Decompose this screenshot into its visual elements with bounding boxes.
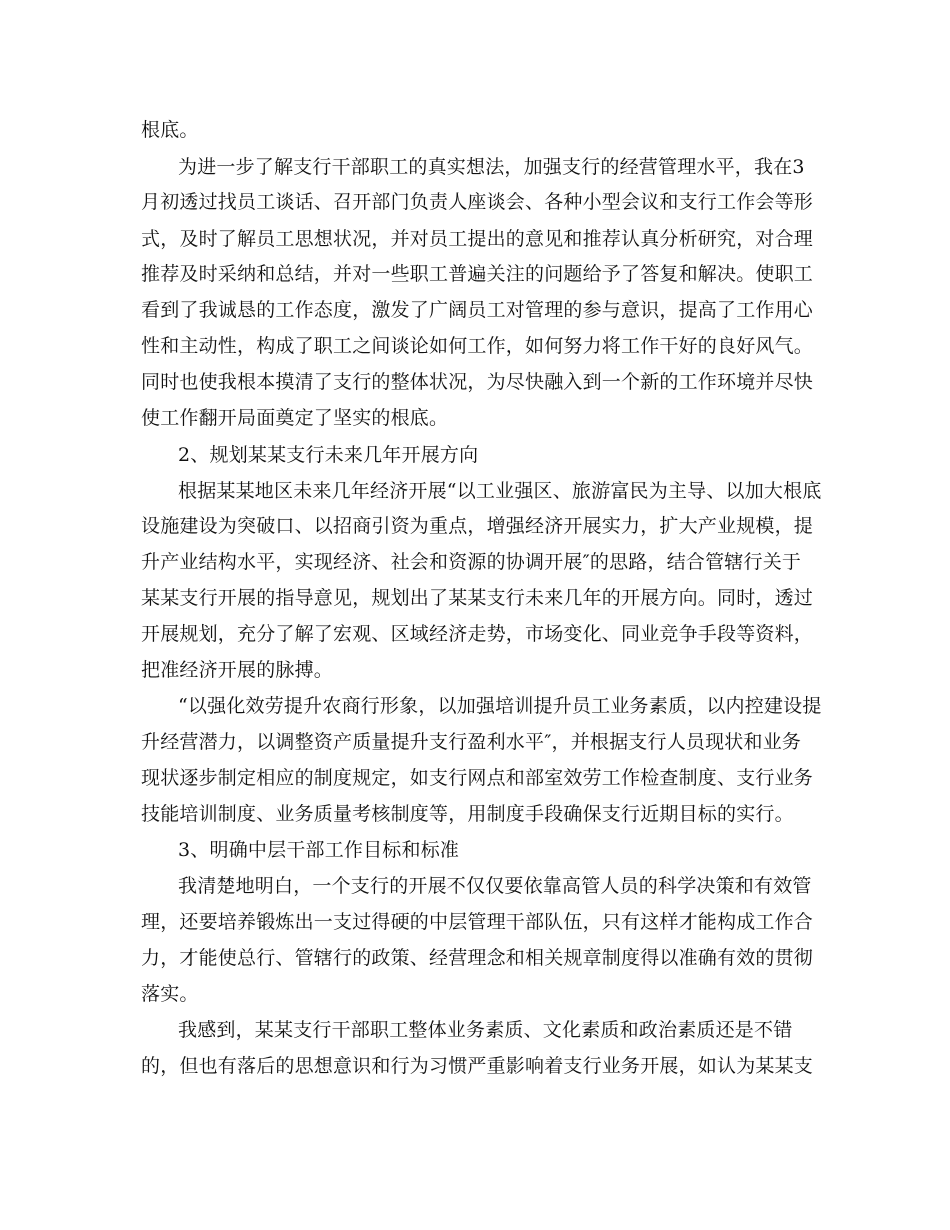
text-line: 技能培训制度、业务质量考核制度等，用制度手段确保支行近期目标的实行。 <box>141 803 794 825</box>
text-line: “以强化效劳提升农商行形象，以加强培训提升员工业务素质，以内控建设提 <box>178 695 822 717</box>
text-line: 某某支行开展的指导意见，规划出了某某支行未来几年的开展方向。同时，透过 <box>141 587 814 609</box>
text-line: 月初透过找员工谈话、召开部门负责人座谈会、各种小型会议和支行工作会等形 <box>141 191 814 213</box>
text-line: 设施建设为突破口、以招商引资为重点，增强经济开展实力，扩大产业规模，提 <box>141 515 814 537</box>
text-line: 同时也使我根本摸清了支行的整体状况，为尽快融入到一个新的工作环境并尽快 <box>141 371 814 393</box>
text-line: 理，还要培养锻炼出一支过得硬的中层管理干部队伍，只有这样才能构成工作合 <box>141 911 814 933</box>
text-line: 根底。 <box>141 119 199 141</box>
text-line: 我清楚地明白，一个支行的开展不仅仅要依靠高管人员的科学决策和有效管 <box>178 875 812 897</box>
text-line: 升产业结构水平，实现经济、社会和资源的协调开展″的思路，结合管辖行关于 <box>141 551 802 573</box>
section-heading: 3、明确中层干部工作目标和标准 <box>178 839 460 861</box>
text-line: 把准经济开展的脉搏。 <box>141 659 334 681</box>
text-line: 推荐及时采纳和总结，并对一些职工普遍关注的问题给予了答复和解决。使职工 <box>141 263 814 285</box>
text-line: 现状逐步制定相应的制度规定，如支行网点和部室效劳工作检查制度、支行业务 <box>141 767 814 789</box>
text-line: 根据某某地区未来几年经济开展“以工业强区、旅游富民为主导、以加大根底 <box>178 480 822 502</box>
section-heading: 2、规划某某支行未来几年开展方向 <box>178 444 479 466</box>
text-line: 我感到，某某支行干部职工整体业务素质、文化素质和政治素质还是不错 <box>178 1019 793 1041</box>
text-line: 落实。 <box>141 983 199 1005</box>
text-line: 升经营潜力，以调整资产质量提升支行盈利水平″，并根据支行人员现状和业务 <box>141 731 802 753</box>
text-line: 看到了我诚恳的工作态度，激发了广阔员工对管理的参与意识，提高了工作用心 <box>141 299 814 321</box>
text-line: 使工作翻开局面奠定了坚实的根底。 <box>141 407 449 429</box>
text-line: 为进一步了解支行干部职工的真实想法，加强支行的经营管理水平，我在3 <box>178 156 805 178</box>
text-line: 的，但也有落后的思想意识和行为习惯严重影响着支行业务开展，如认为某某支 <box>141 1055 814 1077</box>
text-line: 式，及时了解员工思想状况，并对员工提出的意见和推荐认真分析研究，对合理 <box>141 228 814 250</box>
text-line: 力，才能使总行、管辖行的政策、经营理念和相关规章制度得以准确有效的贯彻 <box>141 947 814 969</box>
text-line: 开展规划，充分了解了宏观、区域经济走势，市场变化、同业竞争手段等资料， <box>141 623 814 645</box>
text-line: 性和主动性，构成了职工之间谈论如何工作，如何努力将工作干好的良好风气。 <box>141 335 814 357</box>
